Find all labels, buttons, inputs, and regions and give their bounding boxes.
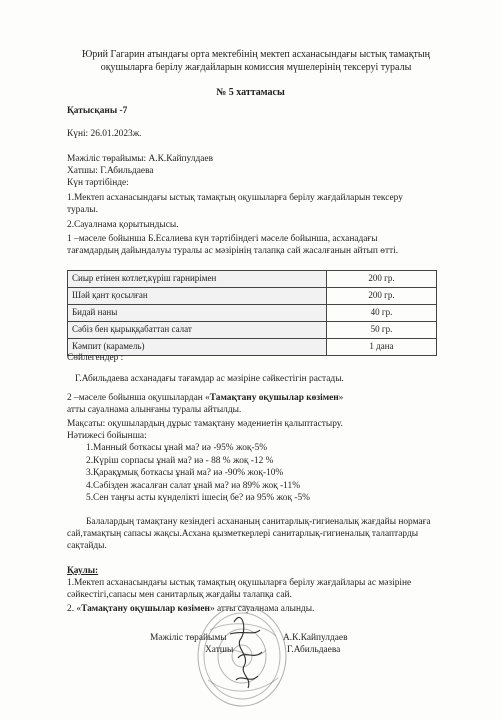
quantity-cell: 50 гр. bbox=[327, 322, 437, 339]
dish-cell: Сәбіз бен қырыққабаттан салат bbox=[68, 322, 327, 339]
conclusion-line-3: сақтайды. bbox=[67, 541, 107, 551]
chair-signature-name: А.К.Кайпулдаев bbox=[283, 633, 348, 643]
dish-cell: Бидай наны bbox=[68, 305, 327, 322]
attendees-count: Қатысқаны -7 bbox=[67, 106, 128, 116]
survey-intro-prefix: 2 –мәселе бойынша оқушылардан « bbox=[67, 393, 210, 403]
chair-signature-label: Мәжіліс төрайымы bbox=[150, 633, 227, 643]
dish-cell: Кәмпит (карамель) bbox=[68, 339, 327, 356]
dish-cell: Сиыр етінен котлет,күріш гарнирімен bbox=[68, 271, 327, 288]
speakers-line: Г.Абильдаева асханадағы тағамдар ас мәзіріне сәйкестігін растады. bbox=[75, 374, 344, 384]
dish-cell: Шәй қант қосылған bbox=[68, 288, 327, 305]
quantity-cell: 200 гр. bbox=[327, 288, 437, 305]
agenda-item-1: 1.Мектеп асханасындағы ыстық тамақтың оқушыларға берілу жағдайларын тексеру bbox=[67, 193, 403, 203]
secretary-signature-label: Хатшы bbox=[205, 645, 234, 655]
result-item: 2.Күріш сорпасы ұнай ма? иә - 88 % жоқ -12 % bbox=[86, 456, 274, 466]
result-item: 4.Сәбізден жасалған салат ұнай ма? иә 89% жоқ -11% bbox=[86, 481, 301, 491]
speakers-title: Сөйлегендер : bbox=[67, 353, 124, 363]
conclusion-line-2: сай,тамақтың сапасы жақсы.Асхана қызметкерлері санитарлық-гигиеналық талаптарды bbox=[67, 529, 419, 539]
menu-table bbox=[67, 270, 437, 356]
quantity-cell: 1 дана bbox=[327, 339, 437, 356]
survey-name: Тамақтану оқушылар көзімен bbox=[209, 393, 339, 403]
decision-line-3-prefix: 2. « bbox=[67, 604, 82, 614]
quantity-cell: 200 гр. bbox=[327, 271, 437, 288]
decision-survey-name: Тамақтану оқушылар көзімен bbox=[81, 604, 210, 614]
table-row bbox=[68, 271, 437, 288]
results-title: Нәтижесі бойынша: bbox=[67, 431, 147, 441]
agenda-title: Күн тәртібінде: bbox=[67, 178, 129, 188]
document-title: Юрий Гагарин атындағы орта мектебінің мектеп асханасындағы ыстық тамақтың оқушыларға берілу жағдайларын комиссия мүшелерінің тексеруі туралы bbox=[82, 49, 430, 73]
result-item: 3.Қарақұмық боткасы ұнай ма? иә -90% жоқ-10% bbox=[86, 468, 284, 478]
secretary-line: Хатшы: Г.Абильдаева bbox=[67, 166, 154, 176]
table-row bbox=[68, 322, 437, 339]
report-line-1: 1 –мәселе бойынша Б.Есалиева күн тәртібіндегі мәселе бойынша, асханадағы bbox=[67, 234, 378, 244]
table-row bbox=[68, 305, 437, 322]
result-item: 5.Сен таңғы асты күнделікті ішесің бе? иә 95% жоқ -5% bbox=[86, 493, 310, 503]
conclusion-line-1: Балалардың тамақтану кезіндегі асхананың санитарлық-гигиеналық жағдайы нормаға bbox=[86, 517, 431, 527]
secretary-signature-name: Г.Абильдаева bbox=[287, 645, 341, 655]
decision-line-3-suffix: » атты сауалнама алынды. bbox=[209, 604, 315, 614]
report-line-2: тағамдардың дайындалуы туралы ас мәзірінің талапқа сай жасалғанын айтып өтті. bbox=[67, 246, 399, 256]
decision-line-2: сәйкестігі,сапасы мен санитарлық жағдайы талапқа сай. bbox=[67, 590, 292, 600]
chair-line: Мәжіліс төрайымы: А.К.Кайпулдаев bbox=[67, 154, 214, 164]
survey-line-2: атты сауалнама алынғаны туралы айтылды. bbox=[67, 405, 242, 415]
quantity-cell: 40 гр. bbox=[327, 305, 437, 322]
table-row bbox=[68, 288, 437, 305]
survey-purpose: Мақсаты: оқушылардың дұрыс тамақтану мәдениетін қалыптастыру. bbox=[67, 419, 343, 429]
protocol-number: № 5 хаттамасы bbox=[216, 87, 285, 98]
decision-title: Қаулы: bbox=[67, 566, 99, 576]
decision-line-1: 1.Мектеп асханасындағы ыстық тамақтың оқушыларға берілу жағдайлары ас мәзіріне bbox=[67, 578, 412, 588]
result-item: 1.Манный боткасы ұнай ма? иә -95% жоқ-5% bbox=[86, 443, 268, 453]
survey-intro bbox=[67, 393, 343, 405]
agenda-item-2: 2.Сауалнама қорытындысы. bbox=[67, 220, 179, 230]
survey-intro-suffix: » bbox=[338, 393, 344, 403]
agenda-item-1-cont: туралы. bbox=[67, 205, 98, 215]
meeting-date: Күні: 26.01.2023ж. bbox=[67, 129, 142, 139]
